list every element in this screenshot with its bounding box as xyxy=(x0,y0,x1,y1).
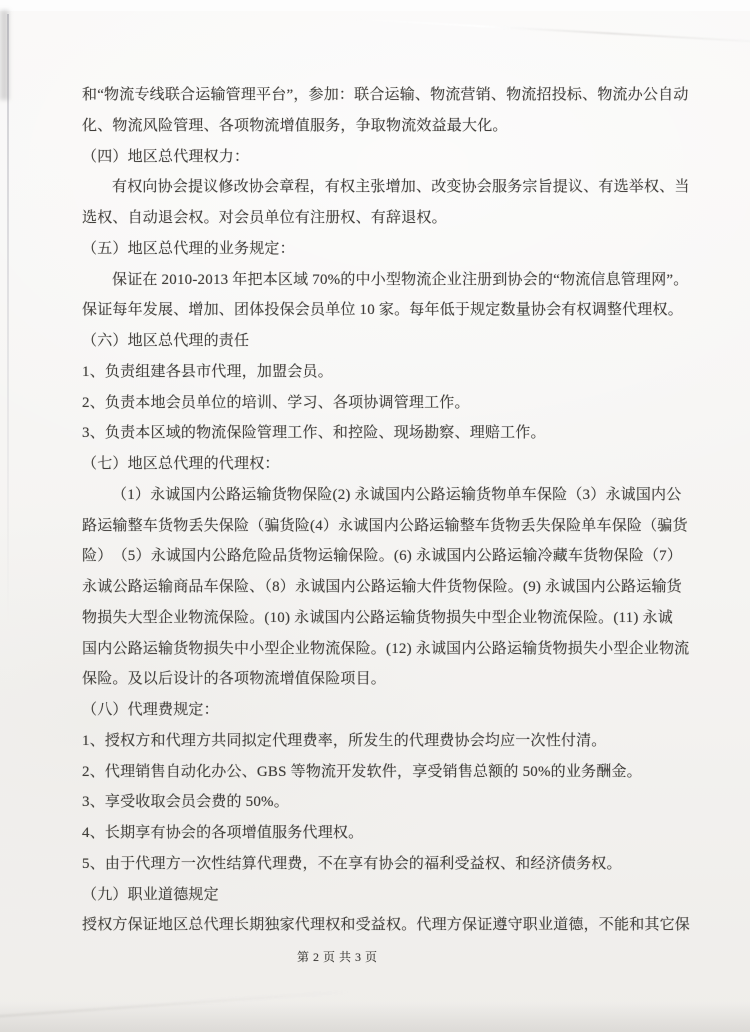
page-number: 第 2 页 共 3 页 xyxy=(297,950,378,964)
text-line: （四）地区总代理权力： xyxy=(82,148,250,165)
text-line: 险） （5）永诚国内公路危险品货物运输保险。(6) 永诚国内公路运输冷藏车货物保险（7） xyxy=(82,548,683,565)
text-line: 有权向协会提议修改协会章程，有权主张增加、改变协会服务宗旨提议、有选举权、当 xyxy=(112,179,690,196)
text-line: （五）地区总代理的业务规定： xyxy=(82,240,295,257)
text-line: 路运输整车货物丢失保险（骗货险(4）永诚国内公路运输整车货物丢失保险单车保险（骗货 xyxy=(82,517,688,534)
scan-corner-smudge xyxy=(0,10,9,100)
text-line: 4、长期享有协会的各项增值服务代理权。 xyxy=(82,825,364,841)
text-line: 2、代理销售自动化办公、GBS 等物流开发软件，享受销售总额的 50%的业务酬金。 xyxy=(82,763,642,780)
text-line: 国内公路运输货物损失中小型企业物流保险。(12) 永诚国内公路运输货物损失小型企业物流 xyxy=(82,640,690,657)
text-line: 永诚公路运输商品车保险、（8）永诚国内公路运输大件货物保险。(9) 永诚国内公路运输货 xyxy=(82,579,682,595)
text-line: 保证在 2010-2013 年把本区域 70%的中小型物流企业注册到协会的“物流信息管理网”。 xyxy=(112,271,689,288)
paper-crease-top xyxy=(352,18,750,44)
text-line: 授权方保证地区总代理长期独家代理权和受益权。代理方保证遵守职业道德，不能和其它保 xyxy=(82,917,691,934)
scan-left-edge-line xyxy=(7,14,9,624)
document-body xyxy=(82,80,700,941)
scan-bottom-shadow xyxy=(0,1002,750,1032)
text-line: （八）代理费规定： xyxy=(82,702,219,718)
text-line: （九）职业道德规定 xyxy=(82,886,219,903)
text-line: （六）地区总代理的责任 xyxy=(82,333,250,349)
text-line: （七）地区总代理的代理权： xyxy=(82,456,280,472)
scan-top-edge xyxy=(0,0,750,11)
text-line: 物损失大型企业物流保险。(10) 永诚国内公路运输货物损失中型企业物流保险。(11) 永诚 xyxy=(82,609,673,626)
text-line: 3、负责本区域的物流保险管理工作、和控险、现场勘察、理赔工作。 xyxy=(82,425,546,442)
text-line: 化、物流风险管理、各项物流增值服务，争取物流效益最大化。 xyxy=(82,117,508,134)
text-line: 2、负责本地会员单位的培训、学习、各项协调管理工作。 xyxy=(82,394,470,411)
text-line: 1、授权方和代理方共同拟定代理费率，所发生的代理费协会均应一次性付清。 xyxy=(82,732,607,749)
text-line: 3、享受收取会员会费的 50%。 xyxy=(82,794,289,811)
text-line: （1）永诚国内公路运输货物保险(2) 永诚国内公路运输货物单车保险（3）永诚国内公 xyxy=(112,486,682,503)
text-line: 保险。及以后设计的各项物流增值保险项目。 xyxy=(82,671,387,688)
text-line: 5、由于代理方一次性结算代理费，不在享有协会的福利受益权、和经济债务权。 xyxy=(82,855,622,872)
text-line: 和“物流专线联合运输管理平台”，参加：联合运输、物流营销、物流招投标、物流办公自动 xyxy=(82,87,689,103)
text-line: 1、负责组建各县市代理，加盟会员。 xyxy=(82,363,333,380)
text-line: 选权、自动退会权。对会员单位有注册权、有辞退权。 xyxy=(82,210,447,226)
text-line: 保证每年发展、增加、团体投保会员单位 10 家。每年低于规定数量协会有权调整代理权。 xyxy=(82,302,683,319)
